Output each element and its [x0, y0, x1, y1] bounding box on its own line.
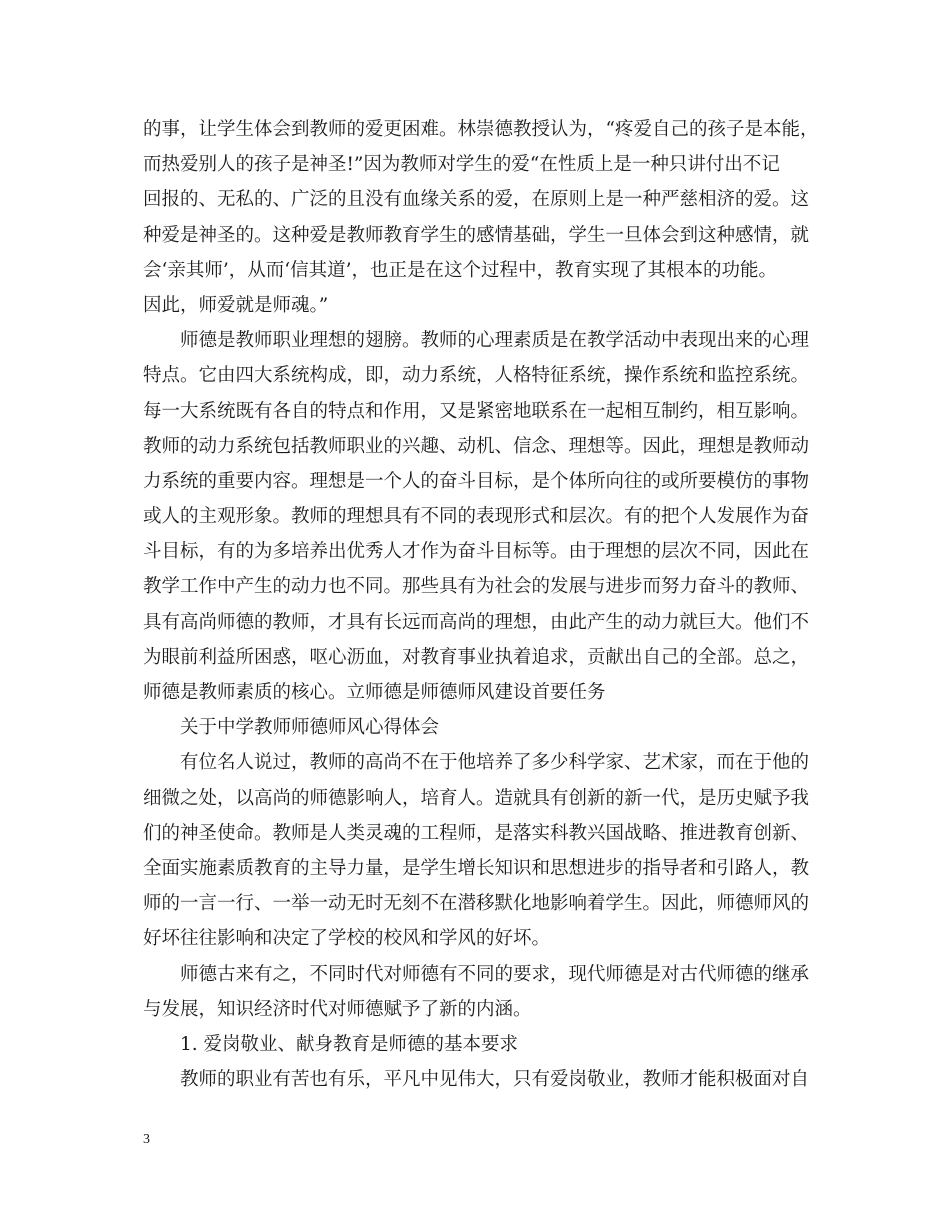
list-item-heading: 1. 爱岗敬业、献身教育是师德的基本要求: [143, 1033, 519, 1055]
text-line: 回报的、无私的、广泛的且没有血缘关系的爱，在原则上是一种严慈相济的爱。这: [143, 189, 810, 211]
text-line: 与发展，知识经济时代对师德赋予了新的内涵。: [143, 998, 532, 1020]
text-line: 全面实施素质教育的主导力量，是学生增长知识和思想进步的指导者和引路人，教: [143, 857, 810, 879]
text-line: 或人的主观形象。教师的理想具有不同的表现形式和层次。有的把个人发展作为奋: [143, 506, 810, 528]
text-line: 每一大系统既有各自的特点和作用，又是紧密地联系在一起相互制约，相互影响。: [143, 400, 810, 422]
text-line: 种爱是神圣的。这种爱是教师教育学生的感情基础，学生一旦体会到这种感情，就: [143, 224, 810, 246]
text-line: 师德是教师职业理想的翅膀。教师的心理素质是在教学活动中表现出来的心理: [143, 330, 810, 352]
text-line: 们的神圣使命。教师是人类灵魂的工程师，是落实科教兴国战略、推进教育创新、: [143, 822, 810, 844]
text-line: 为眼前利益所困惑，呕心沥血，对教育事业执着追求，贡献出自己的全部。总之，: [143, 646, 810, 668]
text-line: 力系统的重要内容。理想是一个人的奋斗目标，是个体所向往的或所要模仿的事物: [143, 470, 810, 492]
section-heading: 关于中学教师师德师风心得体会: [143, 717, 440, 739]
text-line: 而热爱别人的孩子是神圣!”因为教师对学生的爱“在性质上是一种只讲付出不记: [143, 154, 780, 176]
text-line: 斗目标，有的为多培养出优秀人才作为奋斗目标等。由于理想的层次不同，因此在: [143, 541, 810, 563]
text-line: 的事，让学生体会到教师的爱更困难。林崇德教授认为，“疼爱自己的孩子是本能，: [143, 119, 819, 140]
text-line: 师德是教师素质的核心。立师德是师德师风建设首要任务: [143, 682, 606, 703]
text-line: 细微之处，以高尚的师德影响人，培育人。造就具有创新的新一代，是历史赋予我: [143, 787, 810, 809]
text-line: 具有高尚师德的教师，才具有长远而高尚的理想，由此产生的动力就巨大。他们不: [143, 611, 810, 633]
text-line: 教学工作中产生的动力也不同。那些具有为社会的发展与进步而努力奋斗的教师、: [143, 576, 810, 598]
text-line: 教师的职业有苦也有乐，平凡中见伟大，只有爱岗敬业，教师才能积极面对自: [143, 1069, 810, 1091]
text-line: 好坏往往影响和决定了学校的校风和学风的好坏。: [143, 928, 551, 950]
text-line: 因此，师爱就是师魂。”: [143, 294, 329, 316]
text-line: 师德古来有之，不同时代对师德有不同的要求，现代师德是对古代师德的继承: [143, 963, 810, 985]
text-line: 有位名人说过，教师的高尚不在于他培养了多少科学家、艺术家，而在于他的: [143, 752, 810, 774]
text-line: 教师的动力系统包括教师职业的兴趣、动机、信念、理想等。因此，理想是教师动: [143, 435, 810, 457]
text-line: 师的一言一行、一举一动无时无刻不在潜移默化地影响着学生。因此，师德师风的: [143, 893, 810, 915]
text-line: 会‘亲其师’，从而‘信其道’，也正是在这个过程中，教育实现了其根本的功能。: [143, 259, 778, 281]
document-body: [143, 112, 823, 1097]
text-line: 特点。它由四大系统构成，即，动力系统，人格特征系统，操作系统和监控系统。: [143, 365, 810, 387]
page-number: 3: [143, 1132, 150, 1147]
